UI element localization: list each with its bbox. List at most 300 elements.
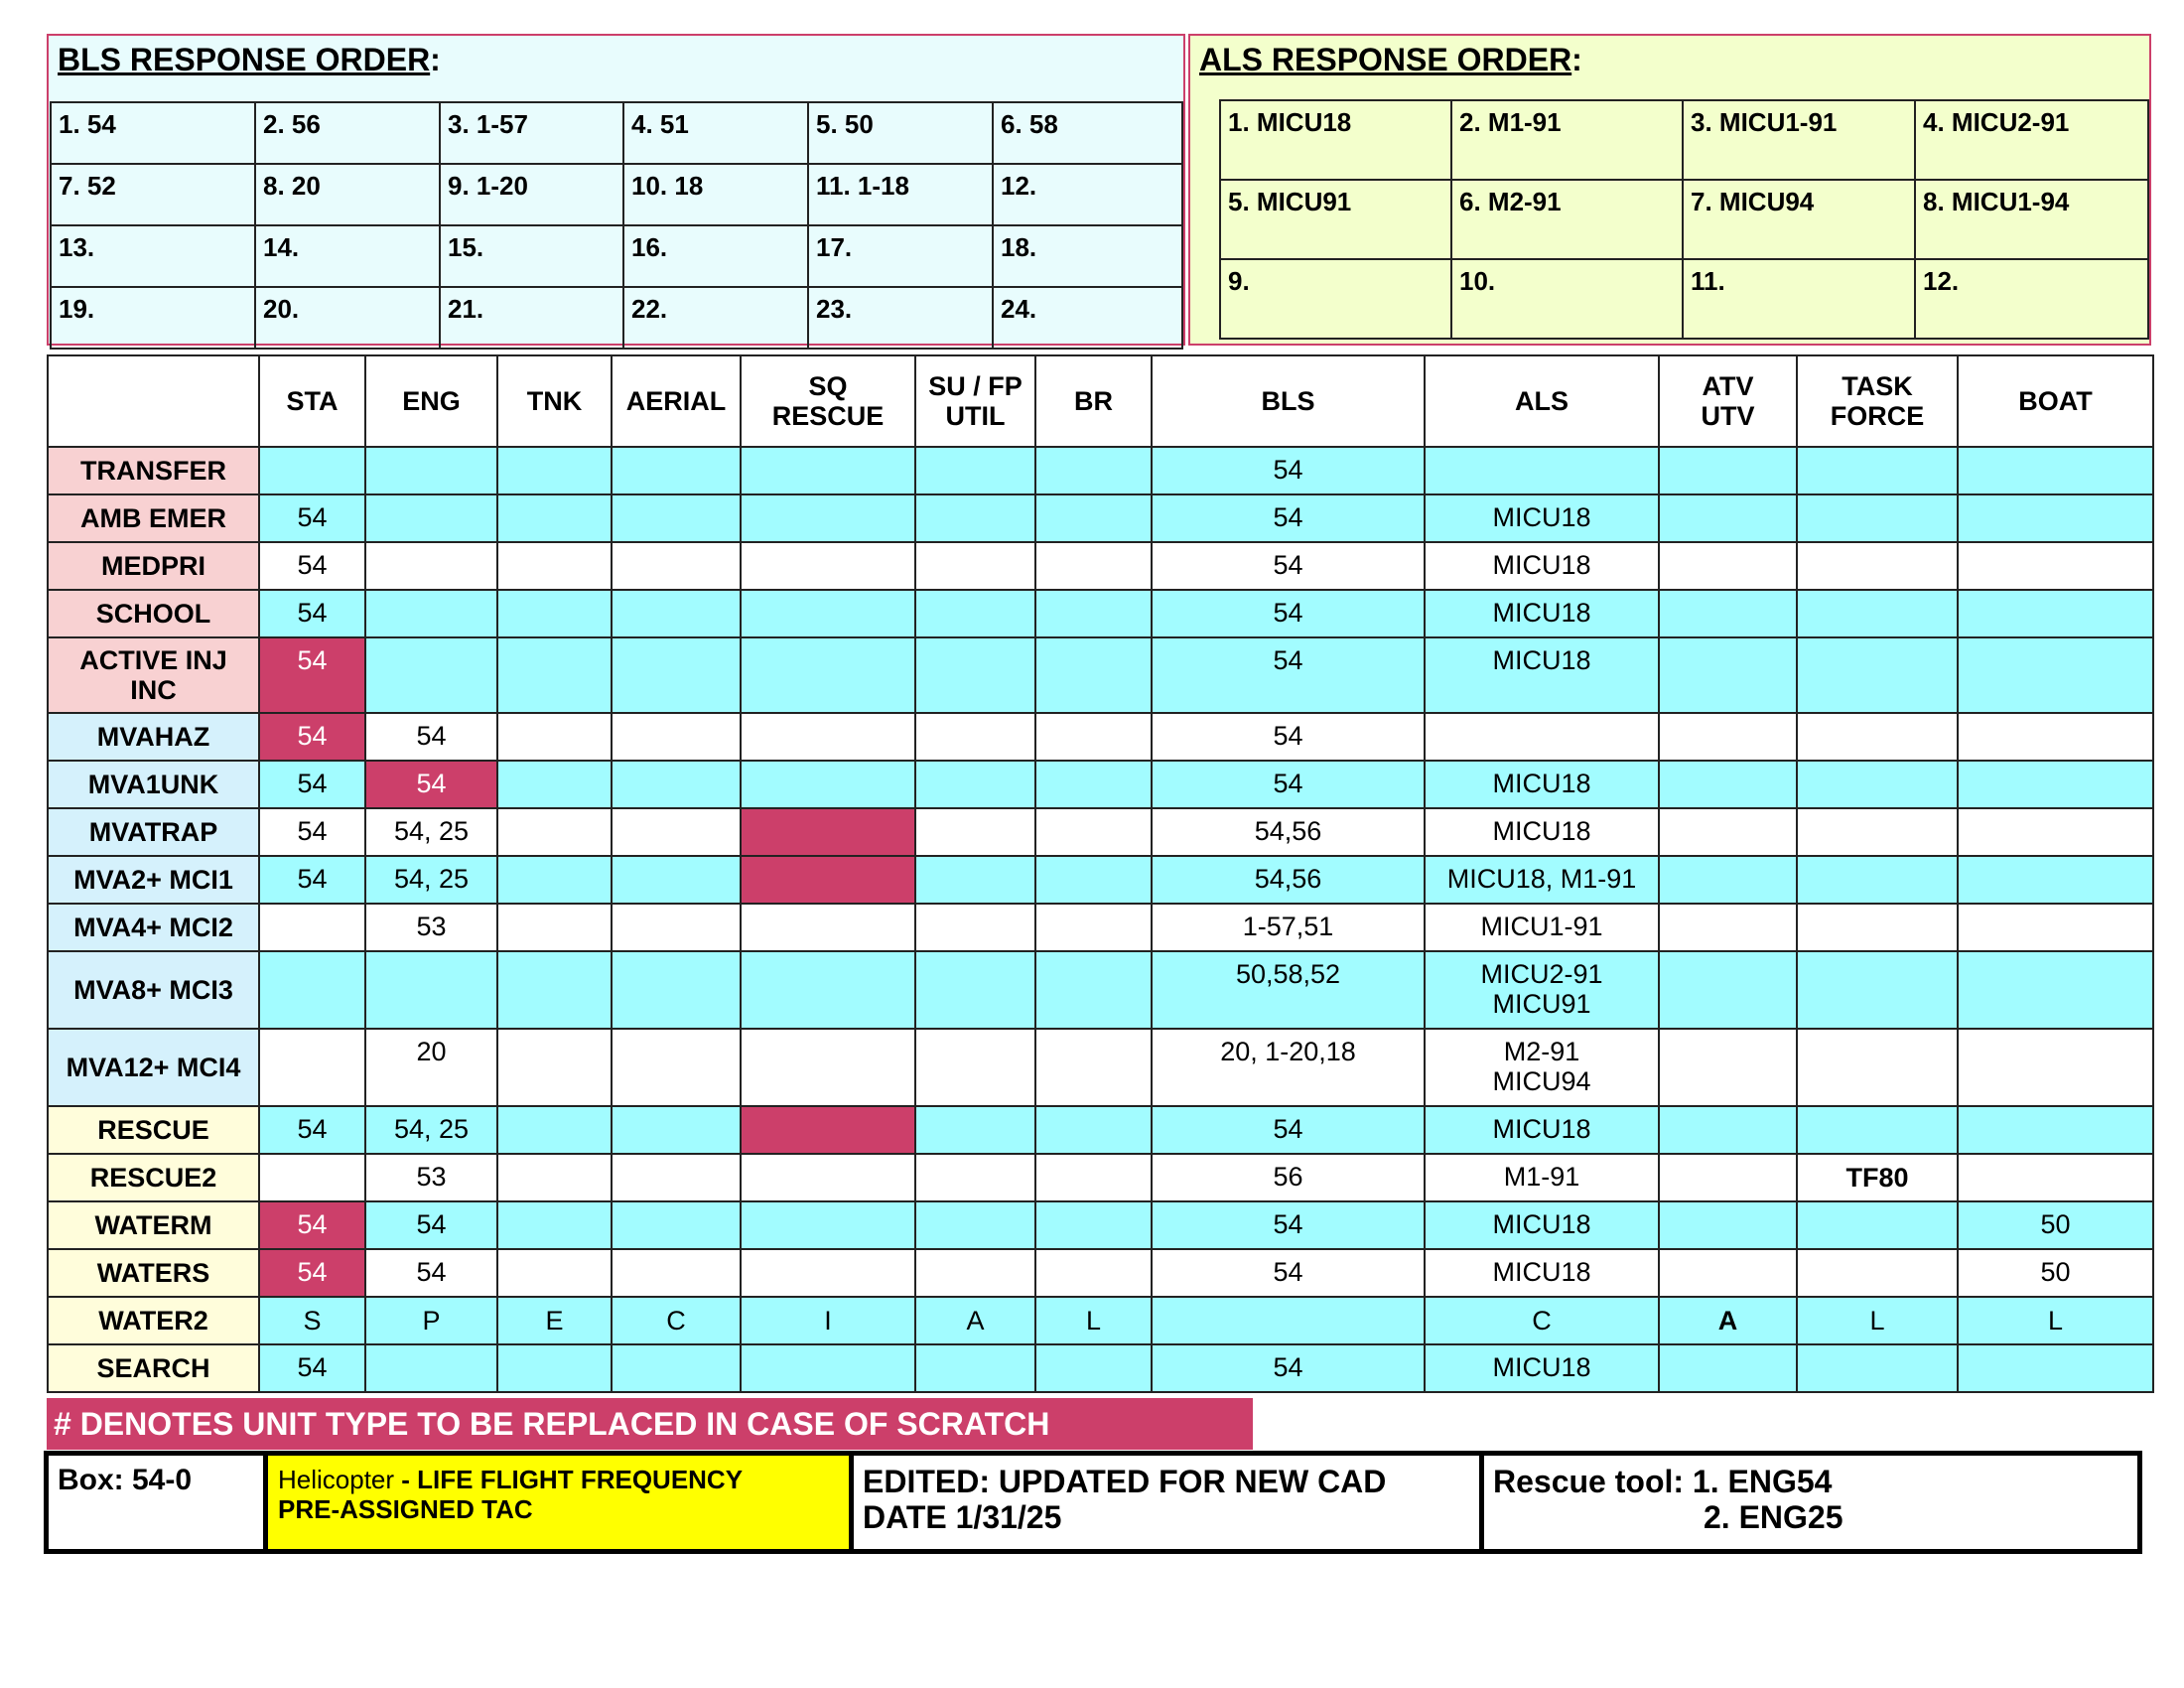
matrix-cell <box>259 904 365 951</box>
matrix-cell <box>915 808 1035 856</box>
matrix-cell <box>1659 637 1797 713</box>
bls-order-cell: 3. 1-57 <box>440 102 623 164</box>
matrix-cell: MICU2-91 MICU91 <box>1425 951 1659 1029</box>
als-order-cell: 7. MICU94 <box>1683 180 1915 259</box>
matrix-cell: 54 <box>365 1201 497 1249</box>
matrix-cell <box>1035 1029 1152 1106</box>
matrix-cell: 54 <box>259 1106 365 1154</box>
call-type-label: MVA12+ MCI4 <box>48 1029 259 1106</box>
matrix-cell: 54,56 <box>1152 856 1425 904</box>
column-header: BLS <box>1152 355 1425 447</box>
matrix-cell <box>612 637 741 713</box>
matrix-cell <box>915 637 1035 713</box>
matrix-cell: MICU18, M1-91 <box>1425 856 1659 904</box>
call-type-label: SCHOOL <box>48 590 259 637</box>
matrix-cell <box>1797 808 1958 856</box>
matrix-header-row <box>48 355 2153 447</box>
matrix-cell: MICU18 <box>1425 1344 1659 1392</box>
matrix-cell: E <box>497 1297 612 1344</box>
matrix-cell <box>612 1249 741 1297</box>
matrix-cell <box>1035 1106 1152 1154</box>
matrix-cell: 54 <box>259 494 365 542</box>
column-header: ALS <box>1425 355 1659 447</box>
bls-order-cell: 1. 54 <box>51 102 255 164</box>
matrix-cell <box>1958 1154 2153 1201</box>
matrix-cell <box>1659 951 1797 1029</box>
matrix-cell <box>741 856 915 904</box>
matrix-cell: TF80 <box>1797 1154 1958 1201</box>
matrix-cell <box>1797 542 1958 590</box>
matrix-cell <box>365 590 497 637</box>
matrix-cell <box>741 951 915 1029</box>
matrix-cell <box>1659 1154 1797 1201</box>
matrix-cell <box>1659 856 1797 904</box>
matrix-cell: 54 <box>259 856 365 904</box>
call-type-label: WATER2 <box>48 1297 259 1344</box>
matrix-cell: 54 <box>1152 1249 1425 1297</box>
call-type-label: MVAHAZ <box>48 713 259 761</box>
matrix-cell: 54 <box>1152 590 1425 637</box>
response-matrix <box>47 354 2154 1393</box>
matrix-cell <box>1958 1106 2153 1154</box>
matrix-cell <box>741 1201 915 1249</box>
matrix-cell <box>612 1106 741 1154</box>
matrix-cell <box>1035 1154 1152 1201</box>
matrix-cell <box>1035 951 1152 1029</box>
matrix-cell <box>915 447 1035 494</box>
matrix-row <box>48 590 2153 637</box>
matrix-cell: 20, 1-20,18 <box>1152 1029 1425 1106</box>
call-type-label: WATERS <box>48 1249 259 1297</box>
bls-order-cell: 15. <box>440 225 623 287</box>
matrix-cell <box>612 856 741 904</box>
call-type-label: RESCUE2 <box>48 1154 259 1201</box>
footer-info-box <box>44 1451 2142 1554</box>
als-order-cell: 8. MICU1-94 <box>1915 180 2148 259</box>
matrix-row <box>48 808 2153 856</box>
column-header: ATV UTV <box>1659 355 1797 447</box>
bls-response-order-panel <box>47 34 1185 346</box>
als-response-order-panel <box>1188 34 2151 346</box>
matrix-cell: 54 <box>259 1201 365 1249</box>
matrix-cell <box>1659 1344 1797 1392</box>
matrix-cell <box>1958 904 2153 951</box>
matrix-cell <box>1958 951 2153 1029</box>
matrix-cell <box>915 951 1035 1029</box>
matrix-cell <box>497 1106 612 1154</box>
bls-order-cell: 7. 52 <box>51 164 255 225</box>
matrix-cell <box>741 1106 915 1154</box>
matrix-cell: C <box>1425 1297 1659 1344</box>
als-order-cell: 4. MICU2-91 <box>1915 100 2148 180</box>
bls-order-cell: 8. 20 <box>255 164 440 225</box>
matrix-cell <box>915 713 1035 761</box>
matrix-cell <box>497 1029 612 1106</box>
matrix-cell: 54 <box>365 761 497 808</box>
matrix-cell <box>741 542 915 590</box>
matrix-cell <box>1659 1201 1797 1249</box>
matrix-row <box>48 447 2153 494</box>
matrix-cell <box>497 542 612 590</box>
matrix-cell <box>1659 542 1797 590</box>
matrix-cell <box>1425 447 1659 494</box>
edited-note: EDITED: UPDATED FOR NEW CAD <box>863 1464 1387 1499</box>
matrix-cell: MICU18 <box>1425 637 1659 713</box>
matrix-cell <box>741 447 915 494</box>
matrix-cell <box>1797 1029 1958 1106</box>
bls-order-cell: 22. <box>623 287 808 349</box>
matrix-cell <box>741 637 915 713</box>
matrix-cell <box>915 1029 1035 1106</box>
matrix-cell: 54 <box>1152 1106 1425 1154</box>
column-header: ENG <box>365 355 497 447</box>
matrix-cell <box>497 494 612 542</box>
matrix-row <box>48 856 2153 904</box>
matrix-cell <box>497 1154 612 1201</box>
matrix-cell <box>365 542 497 590</box>
column-header: TNK <box>497 355 612 447</box>
matrix-cell <box>1958 761 2153 808</box>
bls-order-cell: 16. <box>623 225 808 287</box>
matrix-cell <box>1035 1201 1152 1249</box>
matrix-cell: 54 <box>1152 713 1425 761</box>
matrix-cell: 54 <box>259 808 365 856</box>
matrix-cell <box>1659 1249 1797 1297</box>
matrix-cell: 54 <box>1152 1201 1425 1249</box>
matrix-cell: MICU1-91 <box>1425 904 1659 951</box>
matrix-cell <box>1958 542 2153 590</box>
matrix-cell: S <box>259 1297 365 1344</box>
bls-order-cell: 17. <box>808 225 993 287</box>
matrix-cell <box>1425 713 1659 761</box>
matrix-row <box>48 904 2153 951</box>
matrix-cell <box>915 761 1035 808</box>
matrix-cell <box>1035 1249 1152 1297</box>
matrix-cell <box>497 637 612 713</box>
matrix-cell <box>612 761 741 808</box>
bls-order-cell: 6. 58 <box>993 102 1182 164</box>
matrix-cell <box>497 713 612 761</box>
matrix-cell <box>497 1249 612 1297</box>
matrix-cell: MICU18 <box>1425 808 1659 856</box>
bls-order-cell: 21. <box>440 287 623 349</box>
matrix-cell <box>1035 713 1152 761</box>
bls-order-cell: 9. 1-20 <box>440 164 623 225</box>
call-type-label: MVA8+ MCI3 <box>48 951 259 1029</box>
bls-order-cell: 23. <box>808 287 993 349</box>
bls-order-cell: 2. 56 <box>255 102 440 164</box>
matrix-cell <box>365 494 497 542</box>
matrix-cell <box>497 856 612 904</box>
matrix-cell: 54, 25 <box>365 808 497 856</box>
matrix-cell <box>1958 637 2153 713</box>
matrix-cell: M1-91 <box>1425 1154 1659 1201</box>
matrix-cell <box>915 542 1035 590</box>
column-header: BOAT <box>1958 355 2153 447</box>
matrix-cell <box>741 808 915 856</box>
matrix-cell <box>1958 713 2153 761</box>
edit-info <box>854 1456 1484 1549</box>
rescue-tool-info <box>1484 1456 2137 1549</box>
matrix-cell <box>1035 761 1152 808</box>
matrix-cell <box>1659 590 1797 637</box>
matrix-cell <box>1659 713 1797 761</box>
matrix-cell <box>1035 856 1152 904</box>
matrix-cell: M2-91 MICU94 <box>1425 1029 1659 1106</box>
column-header: TASK FORCE <box>1797 355 1958 447</box>
matrix-cell <box>915 1344 1035 1392</box>
matrix-cell <box>497 904 612 951</box>
matrix-cell: MICU18 <box>1425 1249 1659 1297</box>
helicopter-frequency: - LIFE FLIGHT FREQUENCY <box>394 1465 744 1494</box>
matrix-cell: MICU18 <box>1425 1201 1659 1249</box>
matrix-cell <box>497 1201 612 1249</box>
matrix-cell <box>1659 447 1797 494</box>
matrix-cell <box>259 447 365 494</box>
matrix-cell <box>612 590 741 637</box>
matrix-cell: I <box>741 1297 915 1344</box>
call-type-label: RESCUE <box>48 1106 259 1154</box>
matrix-cell <box>497 951 612 1029</box>
matrix-cell: MICU18 <box>1425 542 1659 590</box>
matrix-cell <box>1035 494 1152 542</box>
call-type-label: MEDPRI <box>48 542 259 590</box>
matrix-cell: MICU18 <box>1425 1106 1659 1154</box>
column-header: AERIAL <box>612 355 741 447</box>
matrix-cell <box>365 447 497 494</box>
matrix-cell <box>497 761 612 808</box>
bls-order-cell: 5. 50 <box>808 102 993 164</box>
als-order-cell: 11. <box>1683 259 1915 339</box>
rescue-tool-line2: 2. ENG25 <box>1704 1499 1843 1535</box>
matrix-cell <box>365 637 497 713</box>
matrix-cell <box>1035 637 1152 713</box>
matrix-cell: MICU18 <box>1425 761 1659 808</box>
matrix-row <box>48 1201 2153 1249</box>
matrix-cell <box>612 494 741 542</box>
matrix-row <box>48 713 2153 761</box>
matrix-row <box>48 1344 2153 1392</box>
matrix-row <box>48 1154 2153 1201</box>
call-type-label: MVA1UNK <box>48 761 259 808</box>
rescue-tool-line1: Rescue tool: 1. ENG54 <box>1493 1464 1833 1499</box>
matrix-cell: 50 <box>1958 1201 2153 1249</box>
column-header: BR <box>1035 355 1152 447</box>
matrix-cell <box>1659 494 1797 542</box>
als-order-cell: 3. MICU1-91 <box>1683 100 1915 180</box>
matrix-cell <box>741 1249 915 1297</box>
als-order-row <box>1220 100 2148 180</box>
matrix-row <box>48 637 2153 713</box>
bls-order-cell: 14. <box>255 225 440 287</box>
matrix-cell: 54 <box>1152 1344 1425 1392</box>
matrix-cell: 54 <box>259 1249 365 1297</box>
matrix-cell <box>741 1344 915 1392</box>
matrix-cell <box>497 447 612 494</box>
helicopter-tac: PRE-ASSIGNED TAC <box>278 1494 533 1524</box>
matrix-cell: A <box>1659 1297 1797 1344</box>
matrix-cell <box>1152 1297 1425 1344</box>
matrix-cell <box>1797 637 1958 713</box>
bls-order-cell: 11. 1-18 <box>808 164 993 225</box>
matrix-cell: 54 <box>1152 447 1425 494</box>
matrix-row <box>48 1029 2153 1106</box>
matrix-cell <box>259 1029 365 1106</box>
als-order-row <box>1220 180 2148 259</box>
als-order-cell: 9. <box>1220 259 1451 339</box>
matrix-cell <box>1659 808 1797 856</box>
column-header: STA <box>259 355 365 447</box>
matrix-cell <box>1958 447 2153 494</box>
matrix-cell <box>365 1344 497 1392</box>
matrix-cell <box>915 1201 1035 1249</box>
matrix-cell <box>497 590 612 637</box>
matrix-cell: 54 <box>259 1344 365 1392</box>
matrix-cell: 54,56 <box>1152 808 1425 856</box>
als-order-cell: 6. M2-91 <box>1451 180 1683 259</box>
matrix-row <box>48 761 2153 808</box>
matrix-cell: 54 <box>1152 542 1425 590</box>
bls-order-cell: 24. <box>993 287 1182 349</box>
call-type-label: TRANSFER <box>48 447 259 494</box>
scratch-note-banner: # DENOTES UNIT TYPE TO BE REPLACED IN CASE OF SCRATCH <box>47 1398 1253 1450</box>
matrix-cell: 54 <box>259 637 365 713</box>
matrix-row <box>48 1106 2153 1154</box>
matrix-cell: 54, 25 <box>365 856 497 904</box>
matrix-cell: 53 <box>365 1154 497 1201</box>
matrix-cell <box>1659 904 1797 951</box>
matrix-cell: 50,58,52 <box>1152 951 1425 1029</box>
matrix-cell <box>612 1344 741 1392</box>
bls-order-row <box>51 164 1182 225</box>
matrix-cell <box>612 713 741 761</box>
als-order-cell: 2. M1-91 <box>1451 100 1683 180</box>
call-type-label: MVATRAP <box>48 808 259 856</box>
matrix-cell <box>1035 590 1152 637</box>
matrix-cell <box>1797 447 1958 494</box>
matrix-cell <box>915 1106 1035 1154</box>
matrix-cell <box>741 590 915 637</box>
matrix-cell: L <box>1035 1297 1152 1344</box>
matrix-cell <box>497 1344 612 1392</box>
matrix-cell <box>915 856 1035 904</box>
matrix-row <box>48 542 2153 590</box>
matrix-cell <box>497 808 612 856</box>
matrix-cell: 54 <box>365 713 497 761</box>
als-order-grid <box>1219 99 2149 340</box>
column-header: SU / FP UTIL <box>915 355 1035 447</box>
matrix-cell: 54 <box>1152 761 1425 808</box>
matrix-row <box>48 951 2153 1029</box>
bls-order-cell: 20. <box>255 287 440 349</box>
matrix-cell <box>1958 494 2153 542</box>
matrix-cell: 54 <box>259 713 365 761</box>
matrix-cell: 56 <box>1152 1154 1425 1201</box>
matrix-cell <box>1958 808 2153 856</box>
matrix-cell: 20 <box>365 1029 497 1106</box>
matrix-cell <box>1659 1106 1797 1154</box>
matrix-row <box>48 1297 2153 1344</box>
matrix-cell <box>1797 1249 1958 1297</box>
matrix-cell: C <box>612 1297 741 1344</box>
matrix-cell: P <box>365 1297 497 1344</box>
column-header: SQ RESCUE <box>741 355 915 447</box>
matrix-cell <box>1797 904 1958 951</box>
matrix-cell <box>741 761 915 808</box>
matrix-cell <box>915 590 1035 637</box>
matrix-cell <box>915 1249 1035 1297</box>
box-number: Box: 54-0 <box>49 1456 268 1549</box>
matrix-cell <box>1958 856 2153 904</box>
matrix-cell <box>915 494 1035 542</box>
matrix-cell <box>1797 856 1958 904</box>
matrix-cell: L <box>1797 1297 1958 1344</box>
matrix-cell <box>1958 590 2153 637</box>
matrix-cell <box>1797 951 1958 1029</box>
matrix-cell: 54 <box>259 761 365 808</box>
bls-order-row <box>51 225 1182 287</box>
bls-order-cell: 13. <box>51 225 255 287</box>
matrix-cell <box>1035 542 1152 590</box>
matrix-cell <box>365 951 497 1029</box>
matrix-cell <box>1797 494 1958 542</box>
call-type-label: WATERM <box>48 1201 259 1249</box>
matrix-cell <box>1035 904 1152 951</box>
matrix-cell: MICU18 <box>1425 494 1659 542</box>
matrix-cell <box>1797 1344 1958 1392</box>
bls-order-cell: 12. <box>993 164 1182 225</box>
matrix-cell <box>1958 1029 2153 1106</box>
matrix-corner-header <box>48 355 259 447</box>
helicopter-info <box>268 1456 854 1549</box>
bls-order-row <box>51 102 1182 164</box>
bls-order-cell: 18. <box>993 225 1182 287</box>
call-type-label: MVA2+ MCI1 <box>48 856 259 904</box>
matrix-cell: 53 <box>365 904 497 951</box>
matrix-cell <box>1797 590 1958 637</box>
matrix-cell <box>741 1029 915 1106</box>
matrix-cell <box>1659 761 1797 808</box>
bls-order-grid <box>50 101 1183 350</box>
matrix-cell <box>915 904 1035 951</box>
matrix-cell: 54 <box>1152 637 1425 713</box>
matrix-cell <box>1659 1029 1797 1106</box>
matrix-cell: 54 <box>365 1249 497 1297</box>
als-order-cell: 1. MICU18 <box>1220 100 1451 180</box>
bls-order-cell: 10. 18 <box>623 164 808 225</box>
matrix-cell: 54, 25 <box>365 1106 497 1154</box>
matrix-cell <box>612 1201 741 1249</box>
matrix-cell <box>915 1154 1035 1201</box>
bls-order-row <box>51 287 1182 349</box>
matrix-row <box>48 494 2153 542</box>
matrix-cell: 54 <box>259 590 365 637</box>
edited-date: DATE 1/31/25 <box>863 1499 1062 1535</box>
bls-order-cell: 4. 51 <box>623 102 808 164</box>
matrix-cell <box>1797 1106 1958 1154</box>
bls-order-cell: 19. <box>51 287 255 349</box>
matrix-cell <box>1035 808 1152 856</box>
matrix-cell: 54 <box>259 542 365 590</box>
matrix-cell <box>612 542 741 590</box>
matrix-cell <box>1035 447 1152 494</box>
matrix-cell <box>1797 761 1958 808</box>
matrix-cell <box>612 904 741 951</box>
als-order-cell: 10. <box>1451 259 1683 339</box>
matrix-cell <box>612 447 741 494</box>
matrix-cell <box>1958 1344 2153 1392</box>
bls-order-title: BLS RESPONSE ORDER: <box>58 42 441 77</box>
